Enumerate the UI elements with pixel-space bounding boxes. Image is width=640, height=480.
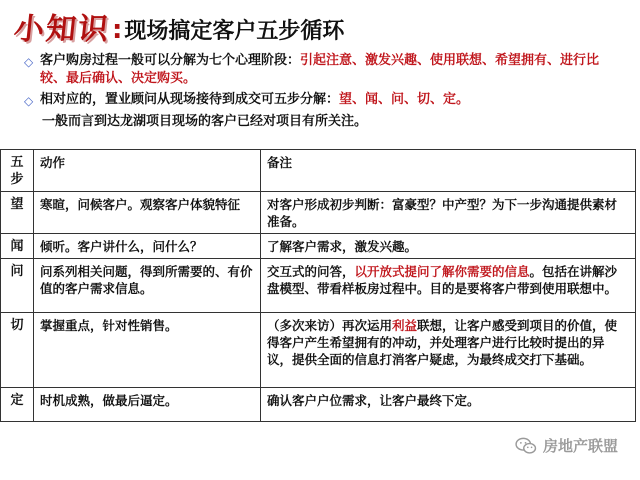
bullet-item: [24, 91, 624, 110]
table-row: [1, 259, 636, 313]
five-steps-table: [0, 149, 636, 422]
bullet-item: [24, 52, 624, 88]
watermark: [515, 435, 618, 456]
diamond-bullet-icon: ◇: [24, 55, 34, 69]
note-line: 一般而言到达龙湖项目现场的客户已经对项目有所关注。: [42, 114, 368, 129]
remark-cell: 确认客户户位需求，让客户最终下定。: [261, 388, 636, 422]
action-cell: 寒暄，问候客户。观察客户体貌特征: [34, 192, 261, 234]
table-row: [1, 388, 636, 422]
page-header: [14, 6, 344, 50]
bullet-highlight: 望、闻、问、切、定。: [339, 92, 470, 107]
step-cell: 望: [1, 192, 34, 234]
step-cell: 问: [1, 259, 34, 313]
bullet-highlight: 引起注意、激发兴趣、使用联想、希望拥有、进行比较、最后确认、决定购买。: [40, 53, 600, 86]
remark-cell: 对客户形成初步判断：富豪型？中产型？为下一步沟通提供素材准备。: [261, 192, 636, 234]
remark-cell: 交互式的问答，以开放式提问了解你需要的信息。包括在讲解沙盘模型、带看样板房过程中。目的是要将客户带到使用联想中。: [261, 259, 636, 313]
bullet-text: [40, 52, 624, 88]
watermark-text: 房地产联盟: [542, 437, 618, 455]
bullet-prefix: 客户购房过程一般可以分解为七个心理阶段：: [40, 53, 301, 68]
action-cell: 问系列相关问题，得到所需要的、有价值的客户需求信息。: [34, 259, 261, 313]
intro-bullets: [24, 52, 624, 132]
action-cell: 倾听。客户讲什么，问什么？: [34, 234, 261, 259]
table-row: [1, 192, 636, 234]
action-cell: 掌握重点，针对性销售。: [34, 313, 261, 388]
page-title: 现场搞定客户五步循环: [124, 19, 345, 44]
bullet-prefix: 相对应的，置业顾问从现场接待到成交可五步分解：: [40, 92, 340, 107]
column-header-remark: 备注: [261, 150, 636, 192]
column-header-step: 五步: [1, 150, 34, 192]
remark-cell: （多次来访）再次运用利益联想，让客户感受到项目的价值，使得客户产生希望拥有的冲动，并处理客户进行比较时提出的异议，提供全面的信息打消客户疑虑，为最终成交打下基础。: [261, 313, 636, 388]
remark-cell: 了解客户需求，激发兴趣。: [261, 234, 636, 259]
diamond-bullet-icon: ◇: [24, 94, 34, 108]
step-cell: 切: [1, 313, 34, 388]
step-cell: 定: [1, 388, 34, 422]
table-header-row: [1, 150, 636, 192]
wechat-icon: [515, 437, 537, 455]
table-row: [1, 234, 636, 259]
step-cell: 闻: [1, 234, 34, 259]
column-header-action: 动作: [34, 150, 261, 192]
action-cell: 时机成熟，做最后逼定。: [34, 388, 261, 422]
table-row: [1, 313, 636, 388]
title-colon: :: [112, 15, 123, 45]
bullet-text: [40, 91, 624, 109]
title-badge: 小知识: [12, 12, 112, 47]
